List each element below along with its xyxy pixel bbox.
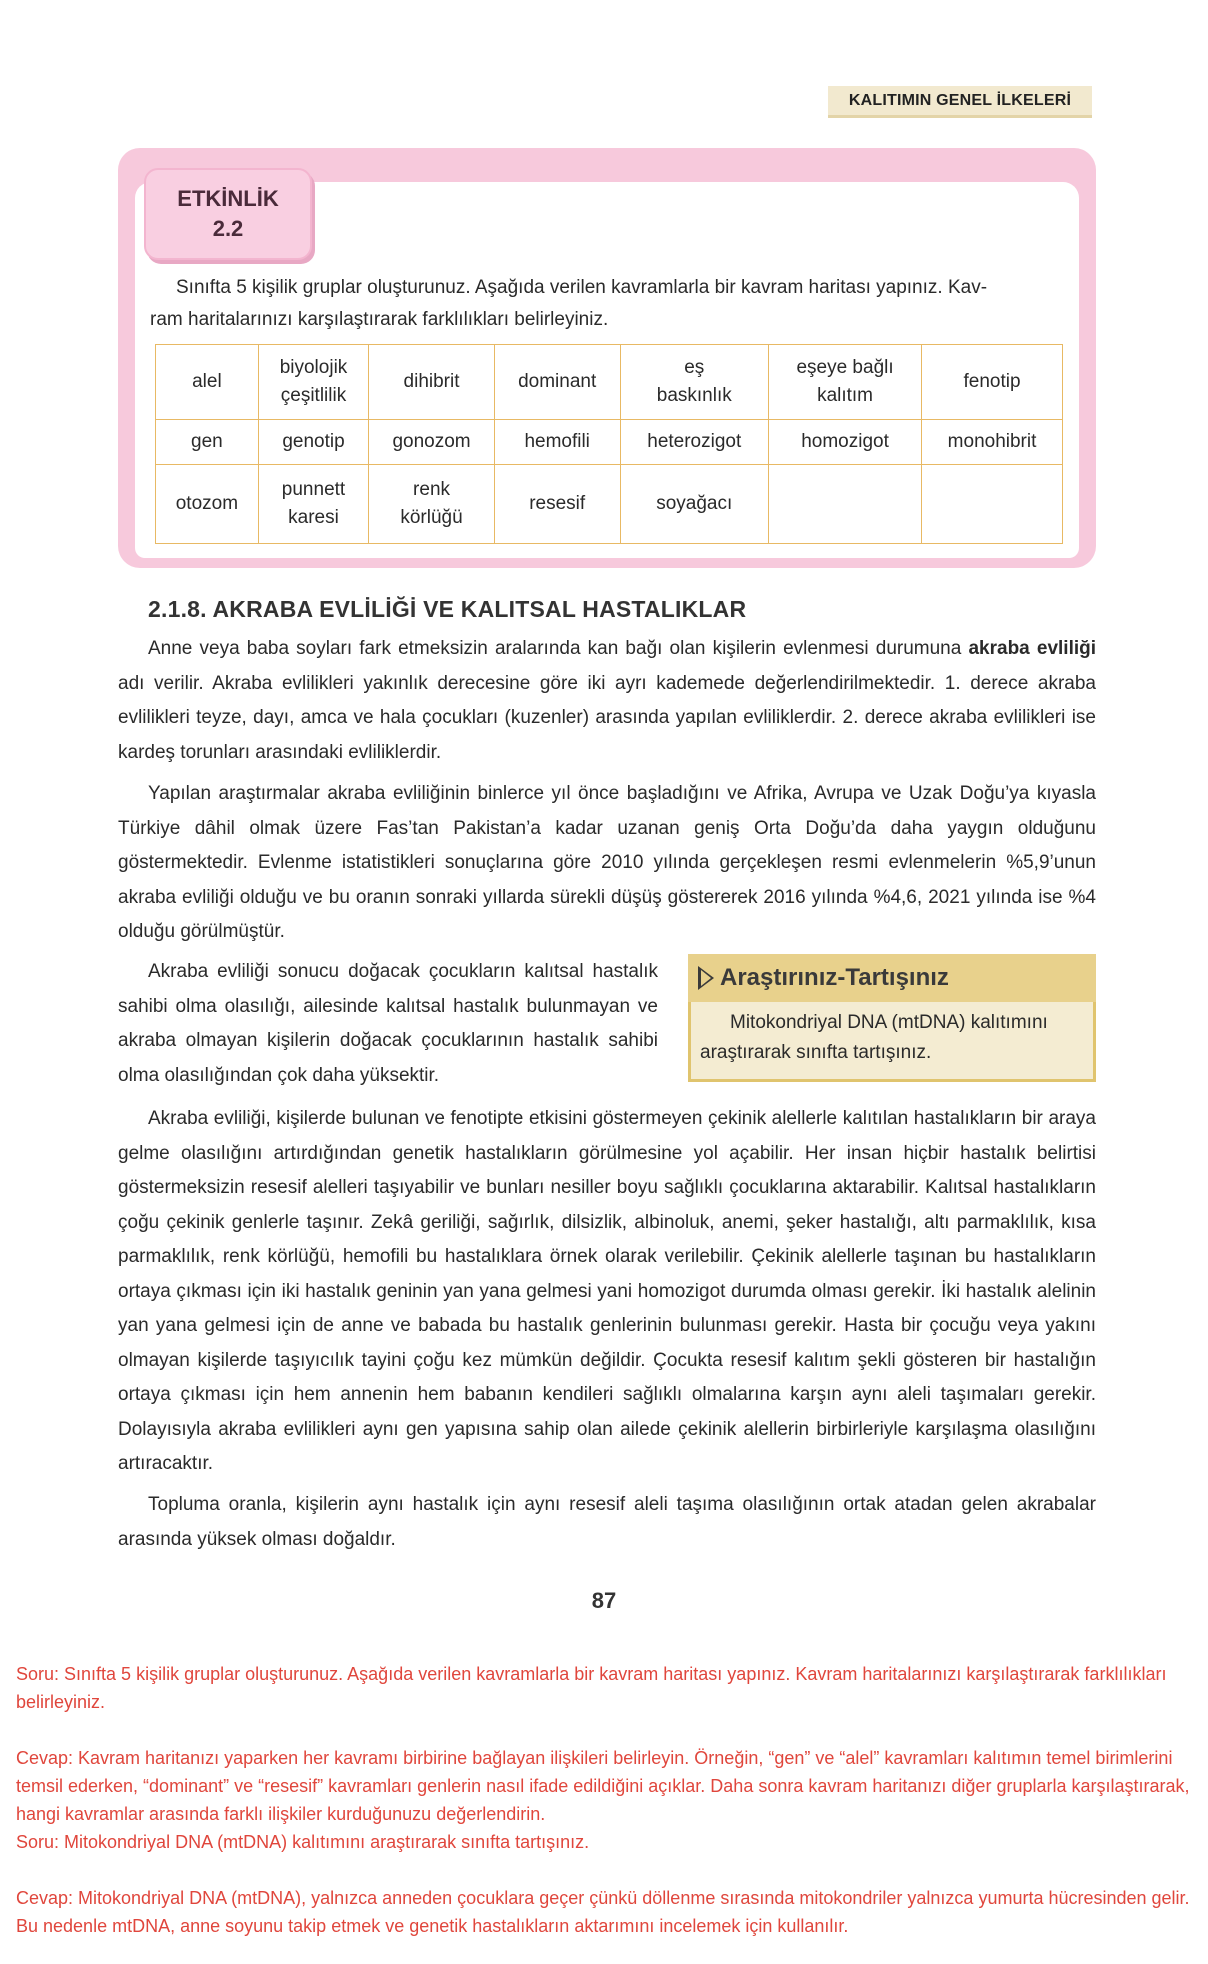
table-cell bbox=[369, 465, 495, 544]
text-run: adı verilir. Akraba evlilikleri yakınlık derecesine göre iki ayrı kademede değerlendirilmektedir. 1. derece akraba evlilikleri teyze, dayı, amca ve hala çocukları (kuzenler) arasında yapılan evliliklerdir. 2. derece akraba evlilikleri ise kardeş torunları arasındaki evliliklerdir. bbox=[118, 672, 1096, 763]
table-cell: soyağacı bbox=[620, 465, 769, 544]
activity-instruction-line: ram haritalarınızı karşılaştırarak farklılıkları belirleyiniz. bbox=[150, 309, 609, 330]
bold-term: akraba evliliği bbox=[968, 638, 1097, 659]
paragraph-text: Akraba evliliği, kişilerde bulunan ve fenotipte etkisini göstermeyen çekinik alellerle kalıtılan hastalıkların bir araya gelme olasılığını artırdığından genetik hastalıkların görülmesine yol açabilir. Her insan hiçbir hastalık belirtisi göstermeksizin resesif alelleri taşıyabilir ve bunları nesiller boyu sağlıklı çocuklarına aktarabilir. Kalıtsal hastalıkların çoğu çekinik genlerle taşınır. Zekâ geriliği, sağırlık, dilsizlik, albinoluk, anemi, şeker hastalığı, altı parmaklılık, kısa parmaklılık, renk körlüğü, hemofili bu hastalıklara örnek olarak verilebilir. Çekinik alellerle taşınan bu hastalıkların ortaya çıkması için iki hastalık geninin yan yana gelmesi yani homozigot durumda olması gerekir. İki hastalık alelinin yan yana gelmesi için de anne ve babada bu hastalık genlerinin bulunması gerekir. Hasta bir çocuğu veya yakını olmayan kişilerde taşıyıcılık tayini çoğu kez mümkün değildir. Çocukta resesif kalıtım şekli gösteren bir hastalığın ortaya çıkması için hem annenin hem babanın kendileri sağlıklı olmalarına karşın aynı aleli taşımaları gerekir. Dolayısıyla akraba evlilikleri aynı gen yapısına sahip olan ailede çekinik alellerin birbirleriyle karşılaşma olasılığını artıracaktır. bbox=[118, 1108, 1096, 1474]
paragraph-text: Akraba evliliği sonucu doğacak çocukların kalıtsal hastalık sahibi olma olasılığı, ailesinde kalıtsal hastalık bulunmayan ve akraba olmayan kişilerin doğacak çocuklarının hastalık sahibi olma olasılığından çok daha yüksektir. bbox=[118, 961, 658, 1086]
activity-instructions bbox=[150, 272, 1076, 336]
table-cell: hemofili bbox=[494, 420, 620, 465]
qa-question-1 bbox=[16, 1660, 1196, 1716]
research-text bbox=[700, 1008, 1086, 1068]
table-cell: resesif bbox=[494, 465, 620, 544]
chapter-title: KALITIMIN GENEL İLKELERİ bbox=[848, 91, 1072, 109]
table-row bbox=[156, 465, 1063, 544]
qa-text: Cevap: Kavram haritanızı yaparken her kavramı birbirine bağlayan ilişkileri belirleyin. Örneğin, “gen” ve “alel” kavramları kalıtımın temel birimlerini temsil ederken, “dominant” ve “resesif” kavramları genlerin nasıl ifade edildiğini açıklar. Daha sonra kavram haritanızı diğer gruplarla karşılaştırarak, hangi kavramlar arasında farklı ilişkiler kurduğunuzu değerlendirin. bbox=[16, 1748, 1190, 1824]
term-line: renk bbox=[413, 479, 451, 500]
term-line: körlüğü bbox=[400, 507, 463, 528]
table-cell: homozigot bbox=[769, 420, 922, 465]
table-cell bbox=[258, 345, 368, 420]
term-line: punnett bbox=[281, 479, 346, 500]
activity-badge bbox=[144, 168, 312, 260]
research-header bbox=[688, 954, 1096, 1002]
paragraph-4 bbox=[118, 1102, 1096, 1482]
table-cell: gonozom bbox=[369, 420, 495, 465]
paragraph-text bbox=[118, 632, 1096, 770]
chapter-header bbox=[828, 86, 1092, 118]
table-cell: alel bbox=[156, 345, 259, 420]
term-line: kalıtım bbox=[817, 385, 874, 406]
page-number: 87 bbox=[591, 1588, 617, 1613]
activity-badge-number: 2.2 bbox=[212, 216, 244, 241]
qa-question-2 bbox=[16, 1828, 1196, 1856]
term-line: eş bbox=[684, 357, 705, 378]
paragraph-5 bbox=[118, 1488, 1096, 1557]
paragraph-text: Topluma oranla, kişilerin aynı hastalık için aynı resesif aleli taşıma olasılığının ortak atadan gelen akrabalar arasında yüksek olması doğaldır. bbox=[118, 1494, 1096, 1550]
table-cell: gen bbox=[156, 420, 259, 465]
paragraph-1 bbox=[118, 632, 1096, 770]
qa-text: Soru: Mitokondriyal DNA (mtDNA) kalıtımını araştırarak sınıfta tartışınız. bbox=[16, 1832, 590, 1852]
table-row bbox=[156, 420, 1063, 465]
table-cell: fenotip bbox=[922, 345, 1063, 420]
table-cell: otozom bbox=[156, 465, 259, 544]
table-cell bbox=[258, 465, 368, 544]
term-line: biyolojik bbox=[279, 357, 348, 378]
term-line: karesi bbox=[288, 507, 339, 528]
table-cell: genotip bbox=[258, 420, 368, 465]
table-cell: heterozigot bbox=[620, 420, 769, 465]
table-cell: monohibrit bbox=[922, 420, 1063, 465]
research-line: Mitokondriyal DNA (mtDNA) kalıtımını bbox=[730, 1012, 1048, 1033]
table-row bbox=[156, 345, 1063, 420]
activity-instruction-line: Sınıfta 5 kişilik gruplar oluşturunuz. Aşağıda verilen kavramlarla bir kavram haritası yapınız. Kav- bbox=[176, 277, 988, 298]
paragraph-3 bbox=[118, 955, 658, 1093]
concept-table bbox=[155, 344, 1063, 544]
qa-text: Soru: Sınıfta 5 kişilik gruplar oluşturunuz. Aşağıda verilen kavramlarla bir kavram haritası yapınız. Kavram haritalarınızı karşılaştırarak farklılıkları belirleyiniz. bbox=[16, 1664, 1167, 1712]
term-line: baskınlık bbox=[656, 385, 732, 406]
table-cell: dominant bbox=[494, 345, 620, 420]
qa-answer-2 bbox=[16, 1884, 1196, 1940]
paragraph-text: Yapılan araştırmalar akraba evliliğinin binlerce yıl önce başladığını ve Afrika, Avrupa ve Uzak Doğu’ya kıyasla Türkiye dâhil olmak üzere Fas’tan Pakistan’a kadar uzanan geniş Orta Doğu’da daha yaygın olduğunu göstermektedir. Evlenme istatistikleri sonuçlarına göre 2010 yılında gerçekleşen resmi evlenmelerin %5,9’unun akraba evliliği olduğu ve bu oranın sonraki yıllarda sürekli düşüş göstererek 2016 yılında %4,6, 2021 yılında ise %4 olduğu görülmüştür. bbox=[118, 783, 1096, 942]
paragraph-2 bbox=[118, 777, 1096, 950]
table-cell bbox=[620, 345, 769, 420]
play-arrow-icon bbox=[698, 966, 714, 990]
table-cell: dihibrit bbox=[369, 345, 495, 420]
text-run: Anne veya baba soyları fark etmeksizin aralarında kan bağı olan kişilerin evlenmesi durumuna bbox=[148, 638, 969, 659]
term-line: çeşitlilik bbox=[280, 385, 347, 406]
section-title: 2.1.8. AKRABA EVLİLİĞİ VE KALITSAL HASTALIKLAR bbox=[148, 596, 747, 622]
table-cell-empty bbox=[922, 465, 1063, 544]
table-cell-empty bbox=[769, 465, 922, 544]
term-line: eşeye bağlı bbox=[796, 357, 894, 378]
activity-badge-title: ETKİNLİK bbox=[177, 186, 279, 211]
research-line: araştırarak sınıfta tartışınız. bbox=[700, 1042, 932, 1063]
qa-answer-1 bbox=[16, 1744, 1196, 1828]
table-cell bbox=[769, 345, 922, 420]
research-title: Araştırınız-Tartışınız bbox=[720, 964, 949, 991]
qa-text: Cevap: Mitokondriyal DNA (mtDNA), yalnızca anneden çocuklara geçer çünkü döllenme sırasında mitokondriler yalnızca yumurta hücresinden gelir. Bu nedenle mtDNA, anne soyunu takip etmek ve genetik hastalıkların aktarımını incelemek için kullanılır. bbox=[16, 1888, 1190, 1936]
